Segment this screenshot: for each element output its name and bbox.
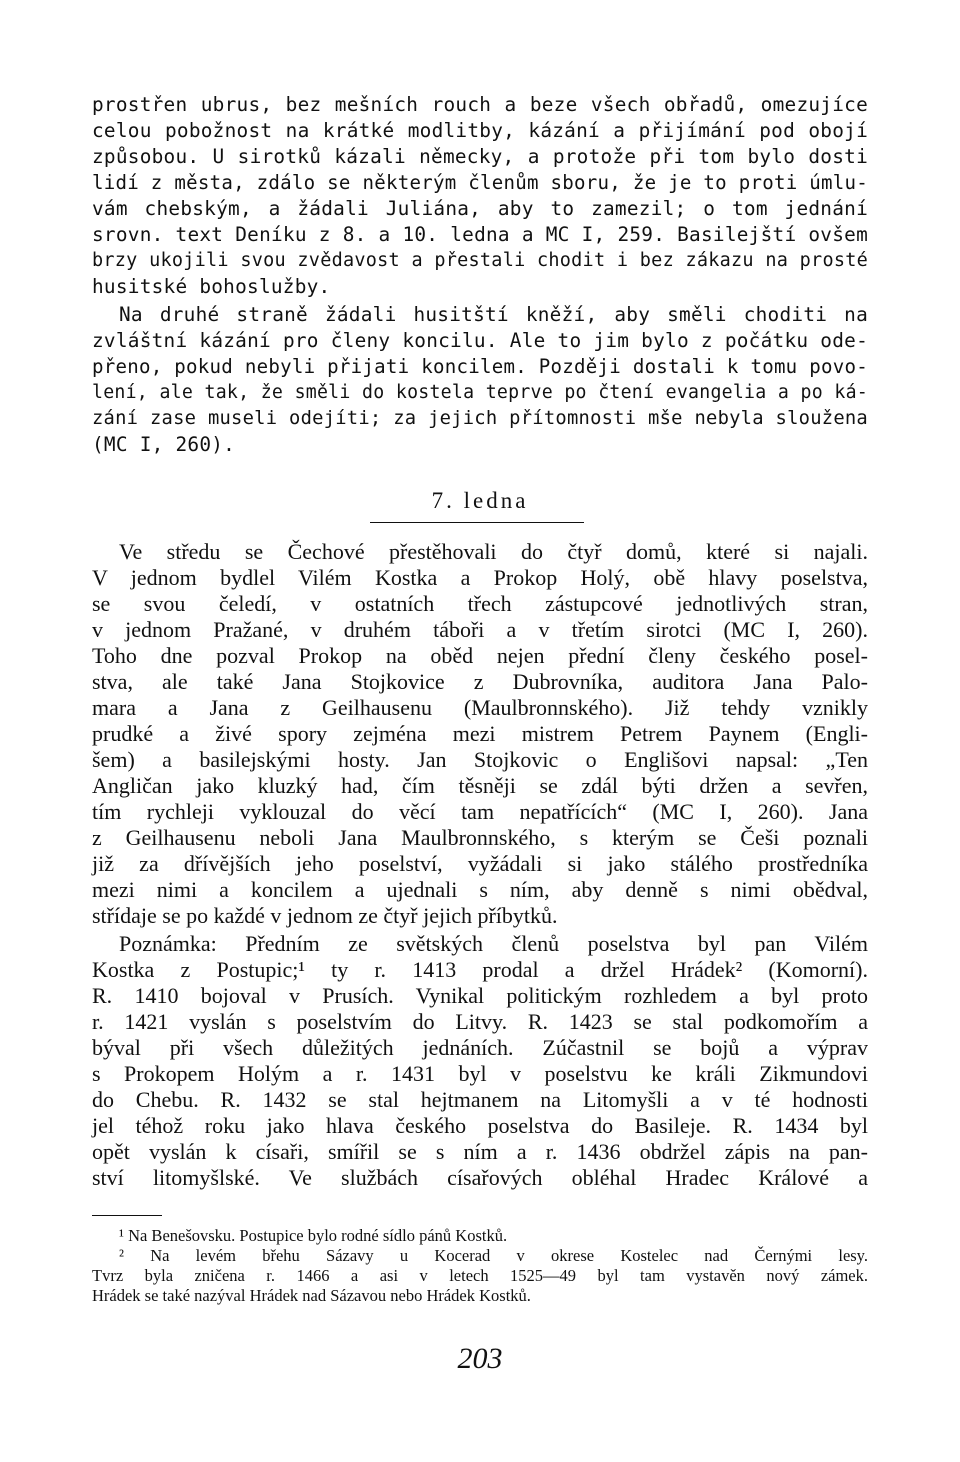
text-line: Poznámka: Předním ze světských členů poselstva byl pan Vilém: [119, 931, 868, 956]
footnote-line: ² Na levém břehu Sázavy u Kocerad v okrese Kostelec nad Černými lesy.: [119, 1246, 868, 1265]
text-line: prostřen ubrus, bez mešních rouch a beze všech obřadů, omezujíce: [92, 93, 868, 116]
text-line: stva, ale také Jana Stojkovice z Dubrovníka, auditora Jana Palo-: [92, 669, 868, 694]
footnote-line: Hrádek se také nazýval Hrádek nad Sázavou nebo Hrádek Kostků.: [92, 1286, 531, 1305]
text-line: brzy ukojili svou zvědavost a přestali chodit i bez zákazu na prosté: [92, 250, 868, 271]
text-line: se svou čeledí, v ostatních třech zástupcové jednotlivých stran,: [92, 591, 868, 616]
text-line: v jednom Pražané, v druhém táboři a v třetím sirotci (MC I, 260).: [92, 617, 868, 642]
page-number: 203: [457, 1342, 503, 1375]
text-line: (MC I, 260).: [92, 433, 236, 456]
text-line: s Prokopem Holým a r. 1431 byl v poselstvu ke králi Zikmundovi: [92, 1061, 868, 1086]
text-line: Toho dne pozval Prokop na oběd nejen přední členy českého posel-: [92, 643, 868, 668]
text-line: V jednom bydlel Vilém Kostka a Prokop Holý, obě hlavy poselstva,: [92, 565, 868, 590]
text-line: lidí z města, zdálo se některým členům sboru, že je to proti úmlu-: [92, 171, 868, 194]
text-line: jel téhož roku jako hlava českého poselstva do Basileje. R. 1434 byl: [92, 1113, 868, 1138]
text-line: R. 1410 bojoval v Prusích. Vynikal politickým rozhledem a byl proto: [92, 983, 868, 1008]
text-line: přeno, pokud nebyli přijati koncilem. Později dostali k tomu povo-: [92, 355, 868, 378]
text-line: již za dřívějších jeho poselství, vyžádali si jako stálého prostředníka: [92, 851, 868, 876]
text-line: zání zase museli odejíti; za jejich přítomnosti mše nebyla sloužena: [92, 408, 868, 429]
text-line: mezi nimi a koncilem a ujednali s ním, aby denně s nimi obědval,: [92, 877, 868, 902]
text-line: r. 1421 vyslán s poselstvím do Litvy. R. 1423 se stal podkomořím a: [92, 1009, 868, 1034]
text-line: tím rychleji vyklouzal do věcí tam nepatřících“ (MC I, 260). Jana: [92, 799, 868, 824]
text-line: husitské bohoslužby.: [92, 275, 331, 298]
text-line: střídaje se po každé v jednom ze čtyř jejich příbytků.: [92, 903, 558, 928]
heading-rule: [370, 522, 584, 523]
footnote-rule: [92, 1215, 162, 1216]
text-line: opět vyslán k císaři, smířil se s ním a r. 1436 obdržel zápis na pan-: [92, 1139, 868, 1164]
text-line: srovn. text Deníku z 8. a 10. ledna a MC I, 259. Basilejští ovšem: [92, 223, 868, 246]
text-line: Kostka z Postupic;¹ ty r. 1413 prodal a držel Hrádek² (Komorní).: [92, 957, 868, 982]
section-heading: 7. ledna: [431, 488, 529, 513]
text-line: Ve středu se Čechové přestěhovali do čtyř domů, které si najali.: [119, 539, 868, 564]
text-line: celou pobožnost na krátké modlitby, kázání a přijímání pod obojí: [92, 119, 868, 142]
text-line: Angličan jako kluzký had, čím těsněji se zdál býti držen a sevřen,: [92, 773, 868, 798]
text-line: vám chebským, a žádali Juliána, aby to zamezil; o tom jednání: [92, 197, 868, 220]
text-line: do Chebu. R. 1432 se stal hejtmanem na Litomyšli a v té hodnosti: [92, 1087, 868, 1112]
text-line: zvláštní kázání pro členy koncilu. Ale to jim bylo z počátku ode-: [92, 329, 868, 352]
text-line: mara a Jana z Geilhausenu (Maulbronnského). Již tehdy vznikly: [92, 695, 868, 720]
text-line: prudké a živé spory zejména mezi mistrem Petrem Paynem (Engli-: [92, 721, 868, 746]
footnote-line: Tvrz byla zničena r. 1466 a asi v letech 1525—49 byl tam vystavěn nový zámek.: [92, 1266, 868, 1285]
footnote-line: ¹ Na Benešovsku. Postupice bylo rodné sídlo pánů Kostků.: [119, 1226, 508, 1245]
text-line: lení, ale tak, že směli do kostela teprve po čtení evangelia a po ká-: [92, 382, 868, 403]
text-line: Na druhé straně žádali husitští kněží, aby směli choditi na: [119, 303, 868, 326]
text-line: šem) a basilejskými hosty. Jan Stojkovic o Englišovi napsal: „Ten: [92, 747, 868, 772]
text-line: způsobou. U sirotků kázali německy, a protože při tom bylo dosti: [92, 145, 868, 168]
text-line: z Geilhausenu neboli Jana Maulbronnského, s kterým se Češi poznali: [92, 825, 868, 850]
text-line: ství litomyšlské. Ve službách císařových obléhal Hradec Králové a: [92, 1165, 868, 1190]
text-line: býval při všech důležitých jednáních. Zúčastnil se bojů a výprav: [92, 1035, 868, 1060]
